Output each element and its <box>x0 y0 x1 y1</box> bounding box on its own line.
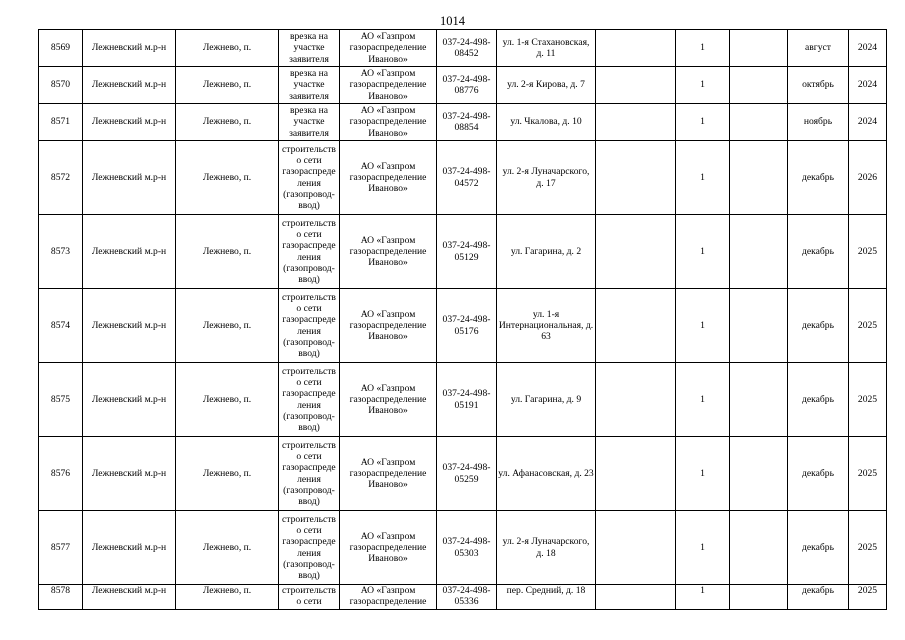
application-code-cell: 037-24-498-05303 <box>437 511 497 585</box>
work-type-cell <box>279 585 340 610</box>
month-cell: август <box>788 30 849 67</box>
application-code-cell: 037-24-498-08776 <box>437 67 497 104</box>
table-row <box>39 30 887 67</box>
month-cell: ноябрь <box>788 104 849 141</box>
month-cell: декабрь <box>788 141 849 215</box>
district-cell: Лежневский м.р-н <box>83 104 176 141</box>
organization-cell: АО «Газпром газораспределение Иваново» <box>340 104 437 141</box>
empty-cell <box>596 437 676 511</box>
row-number-cell: 8569 <box>39 30 83 67</box>
district-cell: Лежневский м.р-н <box>83 511 176 585</box>
year-cell: 2024 <box>849 67 887 104</box>
work-type-cell-text: строительство сети <box>282 585 336 608</box>
year-cell: 2025 <box>849 215 887 289</box>
row-number-cell: 8571 <box>39 104 83 141</box>
work-type-cell: врезка на участке заявителя <box>279 104 340 141</box>
table-row <box>39 511 887 585</box>
month-cell <box>788 585 849 610</box>
work-type-cell: врезка на участке заявителя <box>279 30 340 67</box>
district-cell: Лежневский м.р-н <box>83 141 176 215</box>
year-cell: 2025 <box>849 437 887 511</box>
empty-cell <box>596 30 676 67</box>
work-type-cell: строительство сети газораспределения (газопровод-ввод) <box>279 437 340 511</box>
row-number-cell: 8574 <box>39 289 83 363</box>
registry-table <box>38 29 887 610</box>
empty-cell-text <box>597 585 674 608</box>
empty-cell <box>730 215 788 289</box>
year-cell: 2024 <box>849 30 887 67</box>
quantity-cell-text: 1 <box>700 585 705 596</box>
table-row <box>39 585 887 610</box>
row-number-cell: 8575 <box>39 363 83 437</box>
quantity-cell: 1 <box>676 30 730 67</box>
quantity-cell: 1 <box>676 67 730 104</box>
settlement-cell <box>176 585 279 610</box>
work-type-cell: строительство сети газораспределения (газопровод-ввод) <box>279 289 340 363</box>
row-number-cell-text: 8578 <box>50 585 71 596</box>
settlement-cell: Лежнево, п. <box>176 141 279 215</box>
settlement-cell: Лежнево, п. <box>176 104 279 141</box>
empty-cell <box>730 289 788 363</box>
row-number-cell <box>39 585 83 610</box>
settlement-cell: Лежнево, п. <box>176 437 279 511</box>
district-cell: Лежневский м.р-н <box>83 289 176 363</box>
address-cell: ул. 1-я Стахановская, д. 11 <box>497 30 596 67</box>
quantity-cell <box>676 585 730 610</box>
organization-cell: АО «Газпром газораспределение Иваново» <box>340 363 437 437</box>
quantity-cell: 1 <box>676 141 730 215</box>
organization-cell: АО «Газпром газораспределение Иваново» <box>340 289 437 363</box>
empty-cell <box>596 104 676 141</box>
table-row <box>39 289 887 363</box>
empty-cell <box>730 363 788 437</box>
table-row <box>39 67 887 104</box>
address-cell: ул. 2-я Кирова, д. 7 <box>497 67 596 104</box>
address-cell: ул. 2-я Луначарского, д. 17 <box>497 141 596 215</box>
table-row <box>39 141 887 215</box>
empty-cell <box>730 141 788 215</box>
organization-cell: АО «Газпром газораспределение Иваново» <box>340 511 437 585</box>
table-row <box>39 215 887 289</box>
address-cell: ул. Гагарина, д. 9 <box>497 363 596 437</box>
work-type-cell: врезка на участке заявителя <box>279 67 340 104</box>
page-number: 1014 <box>440 14 465 28</box>
address-cell: ул. 1-я Интернациональная, д. 63 <box>497 289 596 363</box>
application-code-cell <box>437 585 497 610</box>
month-cell: октябрь <box>788 67 849 104</box>
address-cell: ул. Гагарина, д. 2 <box>497 215 596 289</box>
table-row <box>39 437 887 511</box>
district-cell: Лежневский м.р-н <box>83 215 176 289</box>
empty-cell <box>596 585 676 610</box>
empty-cell <box>730 67 788 104</box>
work-type-cell: строительство сети газораспределения (газопровод-ввод) <box>279 511 340 585</box>
year-cell: 2026 <box>849 141 887 215</box>
settlement-cell: Лежнево, п. <box>176 363 279 437</box>
empty-cell <box>596 215 676 289</box>
empty-cell <box>730 437 788 511</box>
year-cell-text: 2025 <box>857 585 878 596</box>
row-number-cell: 8576 <box>39 437 83 511</box>
organization-cell <box>340 585 437 610</box>
empty-cell <box>596 289 676 363</box>
application-code-cell: 037-24-498-05259 <box>437 437 497 511</box>
empty-cell <box>596 67 676 104</box>
organization-cell: АО «Газпром газораспределение Иваново» <box>340 215 437 289</box>
row-number-cell: 8577 <box>39 511 83 585</box>
table-row <box>39 363 887 437</box>
settlement-cell: Лежнево, п. <box>176 511 279 585</box>
empty-cell <box>730 104 788 141</box>
district-cell: Лежневский м.р-н <box>83 67 176 104</box>
work-type-cell: строительство сети газораспределения (газопровод-ввод) <box>279 363 340 437</box>
organization-cell-text: АО «Газпром газораспределение <box>349 585 427 608</box>
organization-cell: АО «Газпром газораспределение Иваново» <box>340 437 437 511</box>
quantity-cell: 1 <box>676 104 730 141</box>
year-cell: 2025 <box>849 511 887 585</box>
application-code-cell: 037-24-498-05191 <box>437 363 497 437</box>
settlement-cell: Лежнево, п. <box>176 215 279 289</box>
district-cell: Лежневский м.р-н <box>83 437 176 511</box>
application-code-cell: 037-24-498-08854 <box>437 104 497 141</box>
empty-cell <box>596 141 676 215</box>
district-cell: Лежневский м.р-н <box>83 363 176 437</box>
settlement-cell: Лежнево, п. <box>176 289 279 363</box>
district-cell-text: Лежневский м.р-н <box>91 585 167 596</box>
month-cell: декабрь <box>788 363 849 437</box>
month-cell: декабрь <box>788 289 849 363</box>
quantity-cell: 1 <box>676 215 730 289</box>
row-number-cell: 8573 <box>39 215 83 289</box>
month-cell: декабрь <box>788 437 849 511</box>
row-number-cell: 8570 <box>39 67 83 104</box>
quantity-cell: 1 <box>676 511 730 585</box>
empty-cell <box>730 585 788 610</box>
organization-cell: АО «Газпром газораспределение Иваново» <box>340 141 437 215</box>
settlement-cell: Лежнево, п. <box>176 30 279 67</box>
empty-cell-text <box>731 585 786 608</box>
address-cell: ул. Чкалова, д. 10 <box>497 104 596 141</box>
quantity-cell: 1 <box>676 289 730 363</box>
district-cell: Лежневский м.р-н <box>83 30 176 67</box>
empty-cell <box>596 511 676 585</box>
month-cell: декабрь <box>788 215 849 289</box>
quantity-cell: 1 <box>676 437 730 511</box>
application-code-cell-text: 037-24-498-05336 <box>442 585 491 608</box>
empty-cell <box>596 363 676 437</box>
work-type-cell: строительство сети газораспределения (газопровод-ввод) <box>279 141 340 215</box>
settlement-cell-text: Лежнево, п. <box>202 585 252 596</box>
address-cell <box>497 585 596 610</box>
year-cell: 2025 <box>849 289 887 363</box>
quantity-cell: 1 <box>676 363 730 437</box>
work-type-cell: строительство сети газораспределения (газопровод-ввод) <box>279 215 340 289</box>
year-cell: 2025 <box>849 363 887 437</box>
address-cell-text: пер. Средний, д. 18 <box>506 585 586 596</box>
empty-cell <box>730 30 788 67</box>
month-cell-text: декабрь <box>802 585 834 596</box>
row-number-cell: 8572 <box>39 141 83 215</box>
application-code-cell: 037-24-498-08452 <box>437 30 497 67</box>
year-cell <box>849 585 887 610</box>
month-cell: декабрь <box>788 511 849 585</box>
organization-cell: АО «Газпром газораспределение Иваново» <box>340 30 437 67</box>
application-code-cell: 037-24-498-05176 <box>437 289 497 363</box>
settlement-cell: Лежнево, п. <box>176 67 279 104</box>
organization-cell: АО «Газпром газораспределение Иваново» <box>340 67 437 104</box>
application-code-cell: 037-24-498-04572 <box>437 141 497 215</box>
year-cell: 2024 <box>849 104 887 141</box>
empty-cell <box>730 511 788 585</box>
application-code-cell: 037-24-498-05129 <box>437 215 497 289</box>
address-cell: ул. Афанасовская, д. 23 <box>497 437 596 511</box>
table-row <box>39 104 887 141</box>
district-cell <box>83 585 176 610</box>
address-cell: ул. 2-я Луначарского, д. 18 <box>497 511 596 585</box>
